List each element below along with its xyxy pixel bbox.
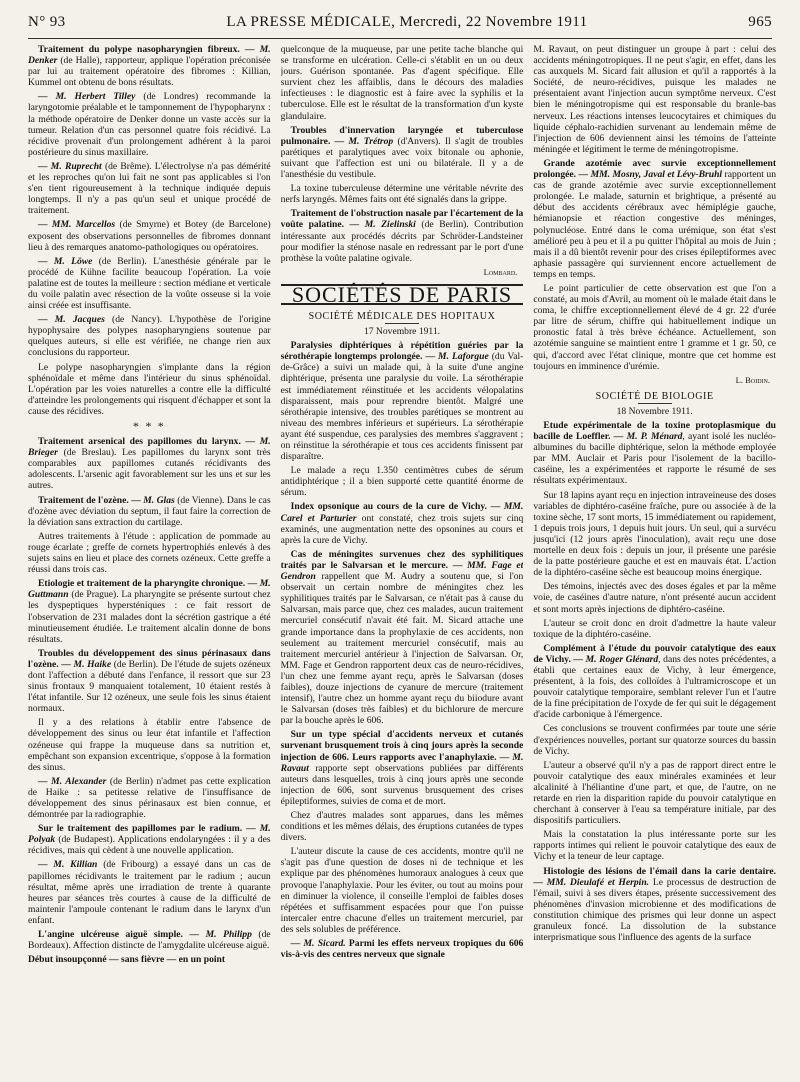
item-author: — M. Brieger [28,436,271,459]
paragraph [28,91,271,158]
paragraph [281,125,524,180]
paragraph [28,44,271,88]
item-title: Traitement du polype nasopharyngien fibreux. [38,44,240,55]
item-author: — M. Laforgue [425,351,489,363]
journal-title: LA PRESSE MÉDICALE, Mercredi, 22 Novembre 1911 [226,14,588,30]
paragraph [533,866,776,944]
item-title: Etiologie et traitement de la pharyngite chronique. [38,578,246,590]
item-text: Le processus de destruction de l'émail, suivi à ses divers étapes, présente successivement des phénomènes d'invasion microbienne et des modifications de constitution chimique des prismes qui leur donne un aspect granuleux foncé. La dissolution de la substance interprismatique sous l'influence des agents de la surface [533,876,777,944]
paragraph: Le malade a reçu 1.350 centimètres cubes de sérum antidiphtérique ; il a bien supporté cette quantité énorme de sérum. [280,465,524,499]
paragraph [281,729,524,807]
item-author: — M. Löwe [38,255,93,267]
paragraph: Le point particulier de cette observation est que l'on a constaté, au mois d'Avril, au moment où le malade était dans le coma, le chiffre exceptionnellement élevé de 4 gr. 22 d'urée par litre de sérum, chiffre qui habituellement indique un pronostic fatal à très brève échéance. Actuellement, son azotémie sanguine se maintient entre 1 gramme et 1 gr. 50, ce qui, d'accord avec l'état clinique, montre que cet homme est toujours en imminence d'urémie. [533,282,777,372]
item-text: (de Halle), rapporteur, applique l'opération préconisée par lui au traitement opératoire des fibromes : Killian, Kummel ont obtenu de bons résultats. [28,55,271,89]
item-text: (de Vienne). Dans le cas d'ozène avec déviation du septum, il faut faire la correction de la déviation sans extraction du cartilage. [28,494,271,528]
item-text: (de Breslau). Les papillomes du larynx sont très comparables aux papillomes cutanés récidivants des adolescents. L'arsenic agit favorablement sur les uns et sur les autres. [28,447,271,492]
heading-rule [638,403,672,404]
society-heading: SOCIÉTÉ MÉDICALE DES HOPITAUX [308,310,496,322]
item-text: Parmi les effets nerveux tropiques du 606 vis-à-vis des centres nerveux que signale [280,938,524,961]
heading-rule [385,323,419,324]
page-header [28,14,772,36]
item-text: (de Berlin). Contribution intéressante aux procédés décrits par Schröder-Landsteiner pour modifier la sténose nasale en redressant par le port d'une prothèse la voûte palatine ogivale. [280,219,524,264]
item-title: Etude expérimentale de la toxine protoplasmique du bacille de Loeffler. [533,420,777,443]
item-text: , ayant isolé les nucléo-albumines du bacille diphtérique, selon la méthode employée par MM. Auclair et Paris pour l'isolement de la bacillo-caséine, les a expérimentées et rapporte le résumé de ses résultats expérimentaux. [533,431,777,487]
item-author: — M. Haike [61,658,112,670]
paragraph [28,648,271,715]
item-title: Complément à l'étude du pouvoir catalytique des eaux de Vichy. [533,642,777,665]
item-author: — MM. Dieulafé et Herpin. [533,876,650,888]
column-1 [28,44,271,1076]
section-banner: SOCIÉTÉS DE PARIS [281,284,524,305]
item-text: (de Berlin) n'admet pas cette explication de Haike : sa petitesse relative de l'insuffisance de développement des sinus périnasaux est bien connue, et démontrée par la radiographie. [28,775,271,821]
item-title: Sur le traitement des papillomes par le radium. [38,823,243,835]
item-author: — M. Killian [38,859,98,871]
paragraph [533,420,776,487]
section-separator: * * * [132,419,166,433]
paragraph [28,823,271,856]
item-title: Traitement de l'ozène. [38,494,129,506]
item-text: , dans des notes précédentes, a établi que certaines eaux de Vichy, à leur émergence, présentent, à la fois, des colloïdes à l'ultramicroscope et un pouvoir catalytique temporaire, semblant relever l'un et l'autre de la fine précipitation de l'oxyde de fer qui suit le dégagement d'acide carbonique à l'émergence. [533,653,777,721]
paragraph [533,158,776,280]
paragraph [533,643,776,721]
paragraph [28,256,271,311]
issue-number: N° 93 [28,14,66,30]
item-author: — M. Sicard. [290,938,346,950]
paragraph [28,219,271,252]
item-title: Troubles du développement des sinus périnasaux dans l'ozène. [28,647,271,670]
paragraph: quelconque de la muqueuse, par une petite tache blanche qui se transforme en ulcération. Celle-ci s'établit en un ou deux jours. Guérison spontanée. Pas d'agent spécifique. Elle survient chez les affaiblis, dans le décours des maladies infectieuses : le diagnostic est à faire avec la syphilis et la tuberculose. Elle est le résultat de la transformation d'un kyste glandulaire. [280,44,524,122]
paragraph: L'auteur discute la cause de ces accidents, montre qu'il ne s'agit pas d'une question de doses ni de technique et les explique par des phénomènes humoraux analogues à ceux que provoque l'anaphylaxie. Pour les éviter, ou tout au moins pour en diminuer la violence, il conseille l'emploi de faibles doses répétées et suffisamment espacées pour que l'on puisse intercaler entre chacune d'elles un traitement mercuriel, par des sels solubles de préférence. [280,846,524,935]
paragraph [281,501,524,545]
session-date: 17 Novembre 1911. [363,326,441,338]
paragraph: Le polype nasopharyngien s'implante dans la région sphénoïdale et même dans l'intérieur du sinus sphénoïdal. L'opération par les voies naturelles a contre elle la difficulté d'atteindre les prolongements qui risquent d'échapper et sont la cause des récidives. [28,361,271,417]
paragraph [28,929,271,951]
item-author: — M. Alexander [38,775,107,787]
item-text: rapporte sept observations publiées par différents auteurs dans lesquelles, trois à cinq jours après une seconde injection de 606, sont survenus brusquement des crises épileptiformes, suivies de coma et de mort. [280,762,524,807]
paragraph: Sur 18 lapins ayant reçu en injection intraveineuse des doses variables de diphtéro-caséine fraîche, pure ou associée à de la toxine sèche, 17 sont morts, 15 immédiatement ou rapidement, 1 depuis trois jours, 1 depuis huit jours. Un seul, qui a survécu jusqu'ici (12 jours après l'inoculation), avait reçu une dose mortelle en deux fois : depuis un jour, il présente une parésie de la patte postérieure gauche et est en mauvais état. L'action de la diphtéro-caséine sèche est beaucoup moins énergique. [533,489,777,579]
paragraph [28,776,271,820]
item-title: Troubles d'innervation laryngée et tuberculose pulmonaire. [280,124,524,147]
item-text: (de Fribourg) a essayé dans un cas de papillomes récidivants le traitement par le radium ; aucun résultat, même après une irradiation de trente à quarante heures par séances très courtes à cause de la difficulté de maintenir l'ampoule contenant le radium dans le larynx d'un enfant. [28,859,271,926]
item-text: (de Brême). L'électrolyse n'a pas démérité et les reproches qu'on lui fait ne sont pas applicables si l'on s'en tient rigoureusement à la technique indiquée depuis longtemps. Il n'y a pas qu'un seul et unique procédé de traitement. [28,160,271,217]
paragraph: Des témoins, injectés avec des doses égales et par la même voie, de caséines d'autre nature, n'ont présenté aucun accident et sont morts après injections de diphtéro-caséine. [533,581,777,615]
item-title: Index opsonique au cours de la cure de Vichy. [290,501,488,513]
item-title: Grande azotémie avec survie exceptionnellement prolongée. [533,157,777,181]
paragraph: Autres traitements à l'étude : application de pommade au rouge écarlate ; greffe de cornets hypertrophiés enlevés à des sujets sains en lieu et place des cornets ozéneux. Cette greffe a réussi dans trois cas. [28,530,271,576]
paragraph [28,495,271,528]
item-author: — MM. Mosny, Javal et Lévy-Bruhl [578,169,723,181]
item-title: Cas de méningites survenues chez des syphilitiques traités par le Salvarsan et le mercure. [280,548,524,571]
paragraph [28,161,271,216]
item-text: (de Smyrne) et Botey (de Barcelone) exposent des observations personnelles de fibromes donnant lieu à des remarques anatomo-pathologiques ou opératoires. [28,219,271,253]
item-title: Paralysies diphtériques à répétition guéries par la sérothérapie longtemps prolongée. [280,340,524,363]
item-author: — M. Philipp [189,929,252,941]
item-author: — M. Denker [28,44,271,67]
paragraph [281,549,524,727]
paragraph [28,314,271,358]
column-3 [533,44,776,1076]
item-text: (de Berlin). L'anesthésie générale par le procédé de Kühne facilite beaucoup l'opération. La voie palatine est de toutes la meilleure : section médiane et verticale du voile palatin avec résection de la voûte osseuse si la voie ainsi créée est insuffisante. [28,255,271,312]
item-text: rapportent un cas de grande azotémie avec survie exceptionnellement prolongée. Le malade, saturnin et brightique, a présenté au début des accidents cérébraux avec hémiplégie gauche, hémianopsie et réaction congestive des méninges, polynucléose. Entré dans le coma urémique, son état s'est amélioré peu à peu et il a pu quitter l'hôpital au mois de Juin ; mais il a dû bientôt revenir pour des crises épileptiformes avec aphasie passagère qui surviennent encore actuellement de temps en temps. [533,169,777,280]
paragraph: Début insoupçonné — sans fièvre — en un point [28,954,226,966]
author-signature: Lombard. [483,266,518,277]
item-author: — M. P. Ménard [613,431,683,443]
paragraph [28,578,271,645]
item-author: — M. Ruprecht [38,160,102,172]
item-author: — M. Herbert Tilley [38,91,136,103]
session-date: 18 Novembre 1911. [616,405,693,417]
item-author: — MM. Fage et Gendron [280,559,524,583]
paragraph: L'auteur se croit donc en droit d'admettre la haute valeur toxique de la diphtéro-caséine. [533,617,777,640]
item-text: rappellent que M. Audry a soutenu que, si l'on observait un certain nombre de méningites chez les syphilitiques traités par le Salvarsan, ce n'était pas à cause du Salvarsan, mais parce que, chez ces malades, aucun traitement mercuriel consécutif n'avait été fait. M. Sicard attache une grande importance dans la prophylaxie de ces accidents, non seulement au traitement mercuriel consécutif, mais au traitement mercuriel antérieur à l'injection de Salvarsan. Or, MM. Fage et Gendron rapportent deux cas de neuro-récidives, l'un chez une femme ayant reçu, après le Salvarsan (doses faibles), douze injections de cyanure de mercure (traitement intensif), l'autre chez un homme ayant reçu du biiodure avant le Salvarsan (doses très faibles) et du bichlorure de mercure par la bouche après le 606. [280,571,524,727]
paragraph [28,859,271,926]
item-title: Sur un type spécial d'accidents nerveux et cutanés survenant brusquement trois à cinq jours après la seconde injection de 606. Leurs rapports avec l'anaphylaxie. [280,729,524,763]
paragraph: La toxine tuberculeuse détermine une véritable névrite des nerfs laryngés. Mêmes faits ont été signalés dans la grippe. [280,183,524,206]
item-text: ont constaté, chez trois sujets sur cinq examinés, une augmentation nette des opsonines au cours et après la cure de Vichy. [280,512,524,546]
item-title: L'angine ulcéreuse aiguë simple. [38,929,183,941]
paragraph [28,436,271,491]
item-author: — M. Trétrop [334,135,394,147]
item-author: — M. Roger Glénard [573,653,659,665]
item-text: (de Nancy). L'hypothèse de l'origine hypophysaire des polypes nasopharyngiens soutenue par quelques auteurs, si elle est vérifiée, ne change rien aux conclusions du rapporteur. [28,314,271,359]
paragraph [281,208,524,263]
paragraph: Chez d'autres malades sont apparues, dans les mêmes conditions et les mêmes délais, des éruptions cutanées de types divers. [280,810,524,844]
paragraph: L'auteur a observé qu'il n'y a pas de rapport direct entre le pouvoir catalytique des eaux minérales examinées et leur alcalinité à l'héliantine d'une part, et que, de l'autre, on ne retarde en rien la disparition rapide du pouvoir catalytique en cherchant à conserver à l'eau sa température initiale, par des dispositifs particuliers. [533,759,777,827]
column-2 [281,44,524,1076]
item-author: — M. Jacques [38,314,105,326]
paragraph [281,938,524,960]
paragraph: M. Ravaut, on peut distinguer un groupe à part : celui des accidents méningotropiques. Il ne peut s'agir, en effet, dans les cas auxquels M. Sicard fait allusion et qu'il a rapportés à la Société, de neuro-récidives, puisque les malades ne présentaient avant l'injection aucun symptôme nerveux. C'est bien le méningotropisme qui est responsable du branle-bas nerveux. Les réactions intenses leucocytaires et chimiques du liquide céphalo-rachidien survenant au lendemain même de l'injection de 606 deviennent ainsi les témoins de l'atteinte méningée et légitiment le terme de méningotropisme. [533,44,777,155]
paragraph [281,340,524,462]
item-title: Traitement arsenical des papillomes du larynx. [38,436,241,448]
paragraph: Mais la constatation la plus intéressante porte sur les rapports intimes qui relient le pouvoir catalytique des eaux de Vichy et la teneur de leur captage. [533,829,777,863]
paragraph: Il y a des relations à établir entre l'absence de développement des sinus ou leur état infantile et l'affection ozéneuse qui frappe la muqueuse dans sa nutrition et, empêchant son expansion excentrique, s'oppose à la formation des sinus. [28,717,271,773]
item-text: (de Londres) recommande la laryngotomie préalable et le tamponnement de l'hypopharynx : la méthode opératoire de Denker donne un vaste accès sur la tumeur. Relation d'un cas personnel quatre fois récidivé. La récidive provenait d'un prolongement adhérent à la paroi postérieure du sinus maxillaire. [28,91,271,158]
item-text: (de Prague). La pharyngite se présente surtout chez les dyspeptiques hypersténiques : ce fait ressort de l'observation de 231 malades dont la sécrétion gastrique a été minutieusement étudiée. Le traitement alcalin donne de bons résultats. [28,589,271,645]
item-author: — M. Polyak [28,823,271,846]
item-author: — M. Ravaut [280,751,524,774]
item-author: — MM. Marcellos [38,219,116,231]
paragraph: Ces conclusions se trouvent confirmées par toute une série d'expériences nouvelles, portant sur quatorze sources du bassin de Vichy. [533,723,777,757]
author-signature: L. Boidin. [735,374,771,385]
item-text: (de Bordeaux). Affection distincte de l'amygdalite ulcéreuse aiguë. [28,929,271,952]
item-title: Histologie des lésions de l'émail dans la carie dentaire. [543,865,777,877]
item-text: (d'Anvers). Il s'agit de troubles parétiques et paralytiques avec voix bitonale ou aphonie, suivant que l'affection est uni ou bilatérale. Il y a de l'anesthésie du vestibule. [280,135,524,181]
item-author: — M. Zielinski [349,219,416,231]
article-columns [28,44,776,1076]
item-author: — MM. Carel et Parturier [280,501,524,524]
society-heading: SOCIÉTÉ DE BIOLOGIE [595,390,714,402]
page-number: 965 [748,14,772,30]
item-text: (de Berlin). De l'étude de sujets ozéneux dont l'affection a débuté dans l'enfance, il ressort que sur 23 sinus frontaux 9 manquaient totalement, 10 étaient restés à l'état infantile. Sur 12 ozéneux, une seule fois les sinus étaient normaux. [28,658,271,715]
item-title: Traitement de l'obstruction nasale par l'écartement de la voûte palatine. [280,208,524,231]
header-rule [28,38,772,39]
item-text: (du Val-de-Grâce) a suivi un malade qui, à la suite d'une angine diphtérique, présenta une paralysie du voile. La sérothérapie est immédiatement réinstituée et les accidents vélopalatins disparaissent, mais pour reprendre bientôt. Malgré une sérothérapie intensive, des troubles parétiques se montrent au niveau des membres inférieurs et supérieurs. La sérothérapie ayant été suspendue, ces paralysies des membres s'aggravent ; on réinstitue la sérothérapie et tous ces accidents finissent par disparaître. [280,351,524,463]
item-author: — M. Guttmann [28,578,271,601]
item-text: (de Budapest). Applications endolaryngées : il y a des récidives, mais qui cèdent à une nouvelle application. [28,834,271,857]
item-author: — M. Glas [131,494,175,506]
